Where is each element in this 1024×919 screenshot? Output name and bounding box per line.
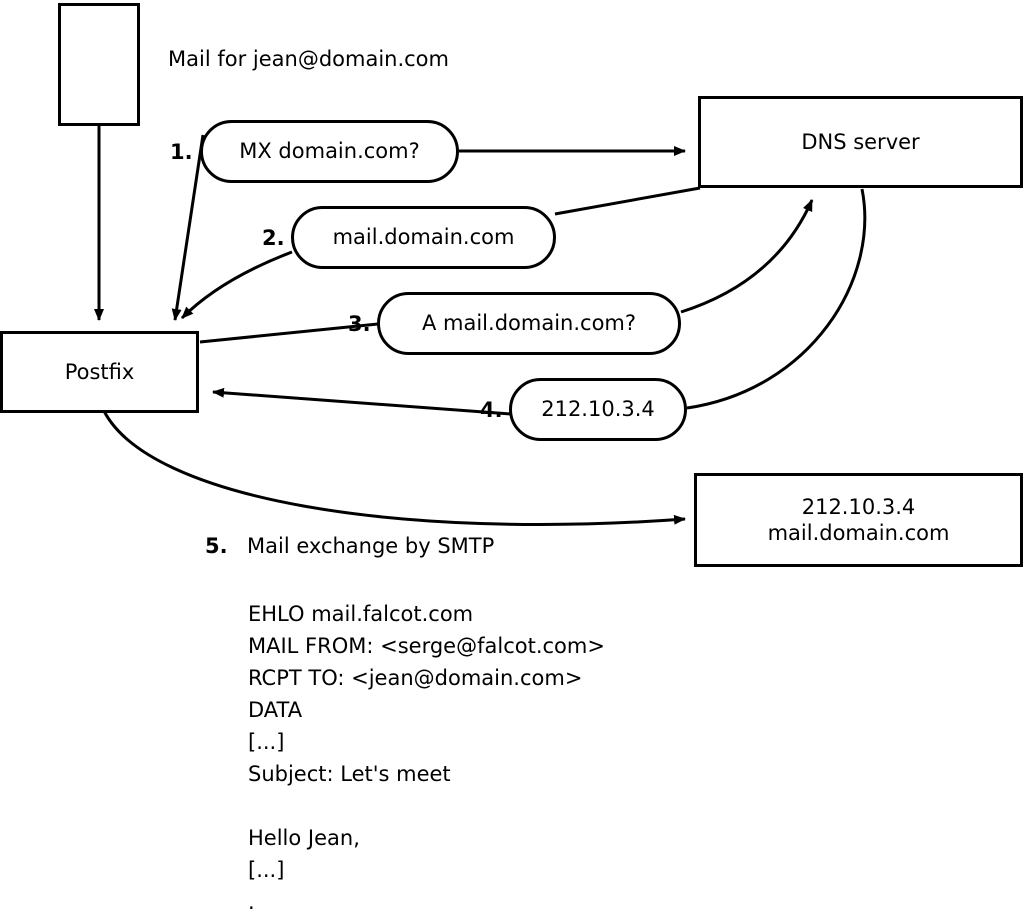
smtp-transcript-line-3: RCPT TO: <jean@domain.com> bbox=[248, 666, 583, 690]
smtp-transcript-line-2: MAIL FROM: <serge@falcot.com> bbox=[248, 634, 605, 658]
diagram-title-label: Mail for jean@domain.com bbox=[168, 47, 449, 71]
arrow-dns-to-step2 bbox=[555, 188, 700, 214]
arrow-step3-to-dns bbox=[681, 200, 812, 312]
message-1-bubble bbox=[200, 120, 459, 183]
postfix-label: Postfix bbox=[64, 359, 135, 384]
mail-server-ip-label: 212.10.3.4 bbox=[801, 494, 916, 519]
message-4-label: 212.10.3.4 bbox=[541, 397, 655, 422]
arrow-step4-to-postfix bbox=[213, 392, 511, 414]
smtp-transcript-line-6: Subject: Let's meet bbox=[248, 762, 451, 786]
step-2-number: 2. bbox=[262, 226, 285, 250]
smtp-transcript-line-10: . bbox=[248, 890, 255, 914]
smtp-transcript-line-1: EHLO mail.falcot.com bbox=[248, 602, 474, 626]
smtp-transcript-line-5: [...] bbox=[248, 730, 285, 754]
message-1-label: MX domain.com? bbox=[239, 139, 420, 164]
smtp-transcript-line-8: Hello Jean, bbox=[248, 826, 360, 850]
message-3-label: A mail.domain.com? bbox=[421, 311, 637, 336]
postfix-box bbox=[0, 331, 199, 413]
mail-server-box bbox=[694, 473, 1023, 567]
smtp-transcript-line-9: [...] bbox=[248, 858, 285, 882]
step-5-number: 5. bbox=[205, 534, 228, 558]
client-box bbox=[58, 3, 140, 126]
step-3-number: 3. bbox=[348, 312, 371, 336]
smtp-transcript-line-4: DATA bbox=[248, 698, 303, 722]
arrow-step2-to-postfix bbox=[182, 252, 292, 318]
step-1-number: 1. bbox=[170, 140, 193, 164]
step-5-label: Mail exchange by SMTP bbox=[247, 534, 495, 558]
message-3-bubble bbox=[377, 292, 681, 355]
mail-server-host-label: mail.domain.com bbox=[767, 521, 950, 545]
dns-server-label: DNS server bbox=[801, 129, 920, 154]
message-4-bubble bbox=[509, 378, 687, 441]
message-2-bubble bbox=[291, 206, 556, 269]
message-2-label: mail.domain.com bbox=[332, 225, 515, 250]
dns-server-box bbox=[698, 96, 1023, 188]
step-4-number: 4. bbox=[480, 398, 503, 422]
